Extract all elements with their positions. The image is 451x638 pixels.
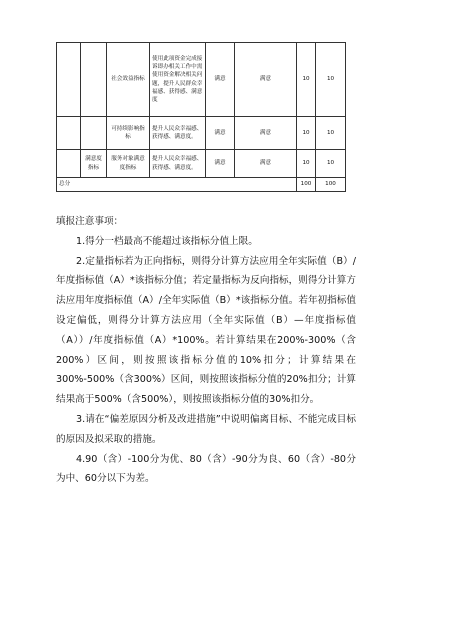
table-cell-blank [81,117,107,150]
table-cell-actual: 满意 [235,150,297,178]
total-weight: 100 [297,178,316,192]
table-cell-score: 10 [316,43,346,117]
table-row [57,43,346,117]
notes-heading: 填报注意事项： [56,216,124,227]
table-cell-score: 10 [316,150,346,178]
table-cell-score: 10 [316,117,346,150]
table-cell-actual: 满意 [235,117,297,150]
table-cell-weight: 10 [297,150,316,178]
table-cell-blank [57,43,81,117]
total-label: 总分 [57,178,297,192]
table-cell-actual: 满意 [235,43,297,117]
table-cell-target: 满意 [206,43,235,117]
performance-table [56,42,346,192]
table-cell-indicator: 使用此项资金完成接诉即办相关工作中需使用资金解决相关问题，提升人民群众幸福感、获得感、满意度 [150,43,206,117]
note-item: 3.请在“偏差原因分析及改进措施”中说明偏离目标、不能完成目标的原因及拟采取的措施。 [56,413,356,445]
note-item: 1.得分一档最高不能超过该指标分值上限。 [76,235,258,247]
table-cell-sub-indicator: 服务对象满意度指标 [107,150,150,178]
table-cell-blank [57,117,81,150]
table-cell-weight: 10 [297,117,316,150]
table-cell-indicator: 提升人民众幸福感、获得感、满意度。 [150,117,206,150]
table-cell-category: 满意度指标 [81,150,107,178]
table-cell-target: 满意 [206,117,235,150]
table-cell-sub-indicator: 可持续影响指标 [107,117,150,150]
note-item: 2.定量指标若为正向指标，则得分计算方法应用全年实际值（B）/年度指标值（A）*该指标分值；若定量指标为反向指标，则得分计算方法应用年度指标值（A）/全年实际值（B）*该指标分值。若年初指标值设定偏低，则得分计算方法应用（全年实际值（B）—年度指标值（A））/年度指标值（A）*100%。若计算结果在200%-300%（含200%）区间，则按照该指标分值的10%扣分；计算结果在300%-500%（含300%）区间，则按照该指标分值的20%扣分；计算结果高于500%（含500%），则按照该指标分值的30%扣分。 [56,255,356,406]
table-cell-sub-indicator: 社会效益指标 [107,43,150,117]
table-cell-blank [81,43,107,117]
total-score: 100 [316,178,346,192]
note-item: 4.90（含）-100分为优、80（含）-90分为良、60（含）-80分为中、60分以下为差。 [56,453,356,485]
table-cell-blank [57,150,81,178]
table-cell-indicator: 提升人民众幸福感、获得感、满意度。 [150,150,206,178]
table-cell-target: 满意 [206,150,235,178]
table-row-total [57,178,346,192]
table-row [57,117,346,150]
filling-notes [56,212,356,489]
table-row [57,150,346,178]
table-cell-weight: 10 [297,43,316,117]
